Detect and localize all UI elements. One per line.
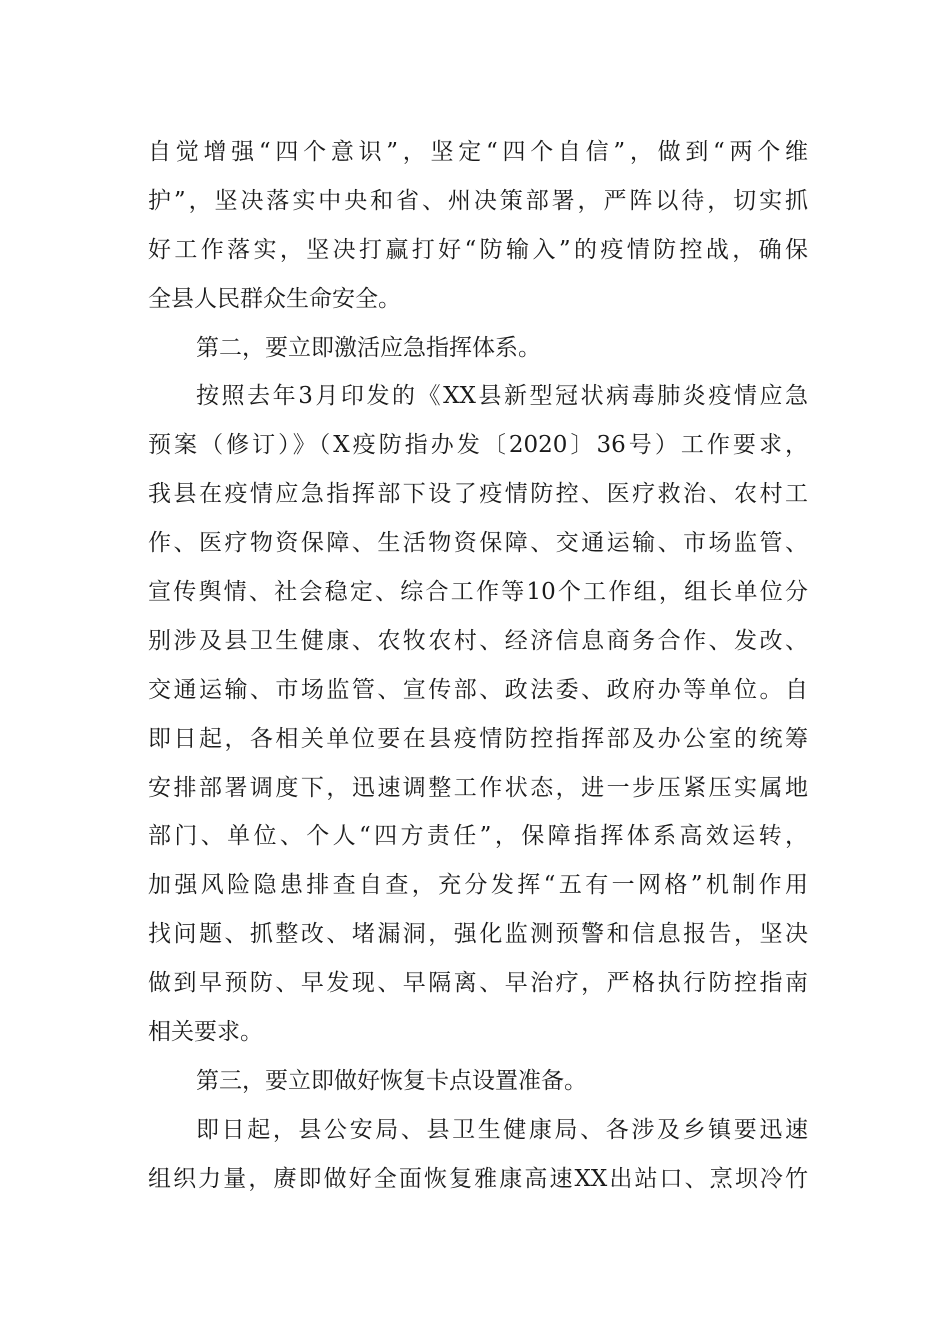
text-line: 安排部署调度下，迅速调整工作状态，进一步压紧压实属地 [148,774,808,801]
text-line: 作、医疗物资保障、生活物资保障、交通运输、市场监管、 [148,530,808,557]
text-line: 交通运输、市场监管、宣传部、政法委、政府办等单位。自 [148,676,808,703]
text-line: 即日起，县公安局、县卫生健康局、各涉及乡镇要迅速 [196,1116,808,1143]
text-line: 好工作落实，坚决打赢打好“防输入”的疫情防控战，确保 [148,236,808,263]
text-line: 护”，坚决落实中央和省、州决策部署，严阵以待，切实抓 [148,187,808,214]
text-line: 找问题、抓整改、堵漏洞，强化监测预警和信息报告，坚决 [148,921,808,948]
section-heading: 第三，要立即做好恢复卡点设置准备。 [196,1067,587,1094]
text-line: 宣传舆情、社会稳定、综合工作等10个工作组，组长单位分 [148,579,808,606]
text-line: 相关要求。 [148,1019,263,1046]
text-line: 组织力量，赓即做好全面恢复雅康高速XX出站口、烹坝冷竹 [148,1165,808,1192]
text-line: 我县在疫情应急指挥部下设了疫情防控、医疗救治、农村工 [148,481,808,508]
section-heading: 第二，要立即激活应急指挥体系。 [196,334,541,361]
text-line: 别涉及县卫生健康、农牧农村、经济信息商务合作、发改、 [148,627,808,654]
text-line: 预案（修订）》（X疫防指办发〔2020〕36号）工作要求， [148,432,808,459]
text-line: 自觉增强“四个意识”，坚定“四个自信”，做到“两个维 [148,139,808,165]
text-line: 全县人民群众生命安全。 [148,285,401,312]
text-line: 即日起，各相关单位要在县疫情防控指挥部及办公室的统筹 [148,725,808,752]
text-line: 按照去年3月印发的《XX县新型冠状病毒肺炎疫情应急 [196,383,808,410]
text-line: 部门、单位、个人“四方责任”，保障指挥体系高效运转， [148,823,808,850]
document-body [148,128,808,1204]
text-line: 做到早预防、早发现、早隔离、早治疗，严格执行防控指南 [148,970,808,997]
text-line: 加强风险隐患排查自查，充分发挥“五有一网格”机制作用 [148,872,808,899]
